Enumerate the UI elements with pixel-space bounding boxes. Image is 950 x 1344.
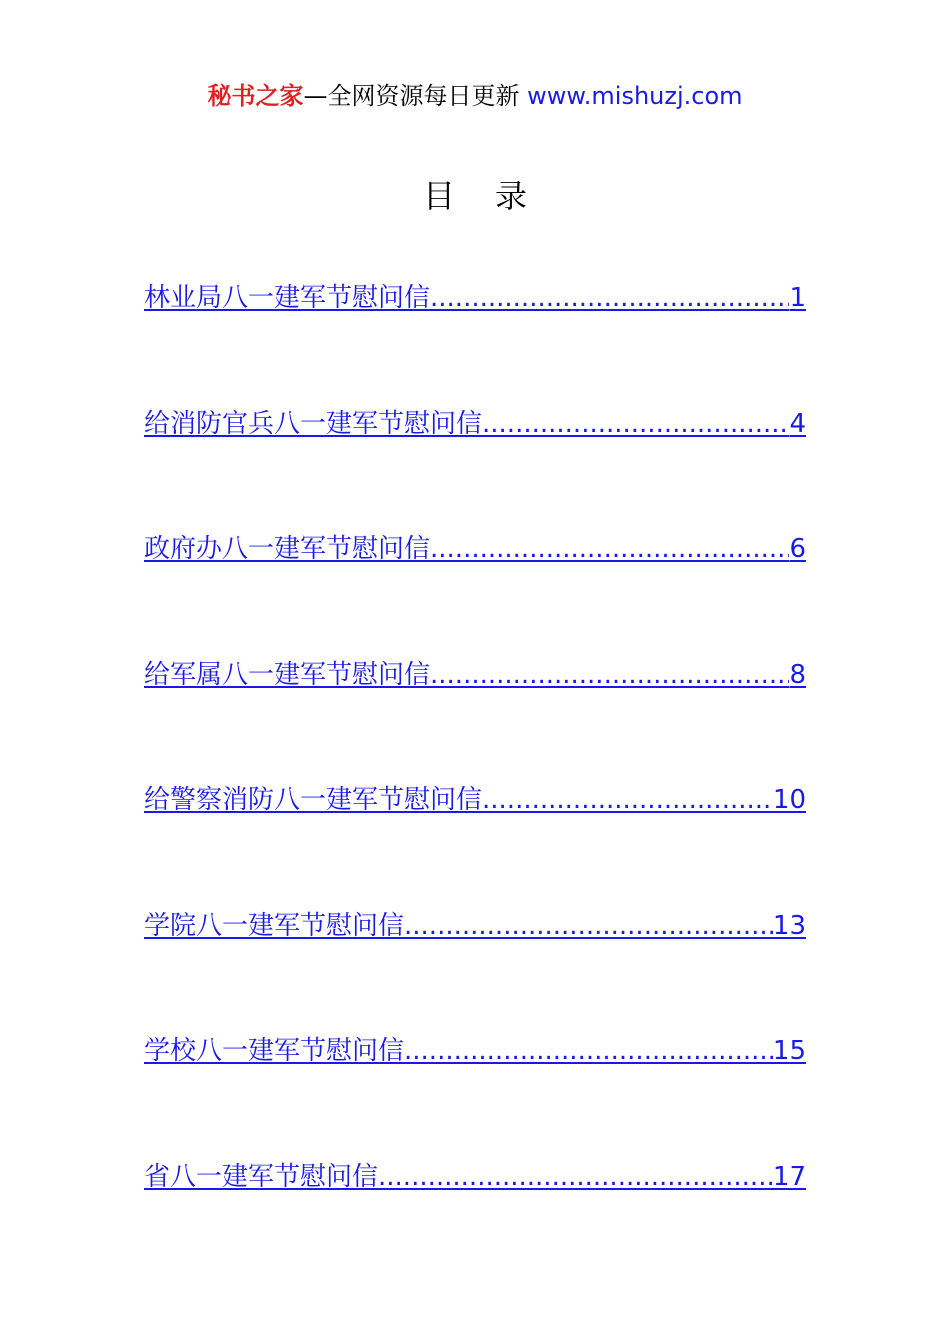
- toc-entry[interactable]: [144, 527, 806, 567]
- toc-entry-leader: [430, 657, 789, 693]
- toc-entry[interactable]: [144, 276, 806, 316]
- toc-entry-leader: [482, 782, 773, 818]
- toc-entry-page: 10: [772, 785, 806, 815]
- toc-entry[interactable]: [144, 1155, 806, 1195]
- toc-title: [0, 176, 950, 216]
- toc-entry-title: 省八一建军节慰问信: [144, 1162, 379, 1192]
- toc-entry-title: 林业局八一建军节慰问信: [144, 283, 431, 313]
- toc-entry-title: 学院八一建军节慰问信: [144, 911, 405, 941]
- header-tagline: —全网资源每日更新: [303, 82, 520, 110]
- toc-entry[interactable]: [144, 904, 806, 944]
- toc-entry-leader: [404, 1033, 773, 1069]
- page-header: [0, 80, 950, 112]
- toc-entry[interactable]: [144, 1029, 806, 1069]
- toc-title-right: 录: [495, 177, 528, 215]
- toc-entry-title: 给消防官兵八一建军节慰问信: [144, 409, 483, 439]
- toc-entry-page: 15: [772, 1036, 806, 1066]
- toc-entry[interactable]: [144, 402, 806, 442]
- toc-entry-title: 政府办八一建军节慰问信: [144, 534, 431, 564]
- toc-entry-page: 13: [772, 911, 806, 941]
- toc-entry-page: 17: [772, 1162, 806, 1192]
- toc-entry-page: 6: [789, 534, 806, 564]
- toc-title-left: 目: [422, 177, 455, 215]
- toc-entry-leader: [378, 1159, 773, 1195]
- toc-entry[interactable]: [144, 653, 806, 693]
- toc-entry-leader: [430, 280, 789, 316]
- site-url-link[interactable]: www.mishuzj.com: [527, 82, 743, 110]
- toc-entry-page: 1: [789, 283, 806, 313]
- toc-entry-leader: [404, 908, 773, 944]
- toc-entry[interactable]: [144, 778, 806, 818]
- toc-entry-page: 4: [789, 409, 806, 439]
- toc-entry-title: 给警察消防八一建军节慰问信: [144, 785, 483, 815]
- toc-entry-page: 8: [789, 660, 806, 690]
- brand-name: 秘书之家: [207, 82, 304, 110]
- toc-entry-leader: [430, 531, 789, 567]
- toc-entry-title: 给军属八一建军节慰问信: [144, 660, 431, 690]
- toc-entry-title: 学校八一建军节慰问信: [144, 1036, 405, 1066]
- toc-entry-leader: [482, 406, 789, 442]
